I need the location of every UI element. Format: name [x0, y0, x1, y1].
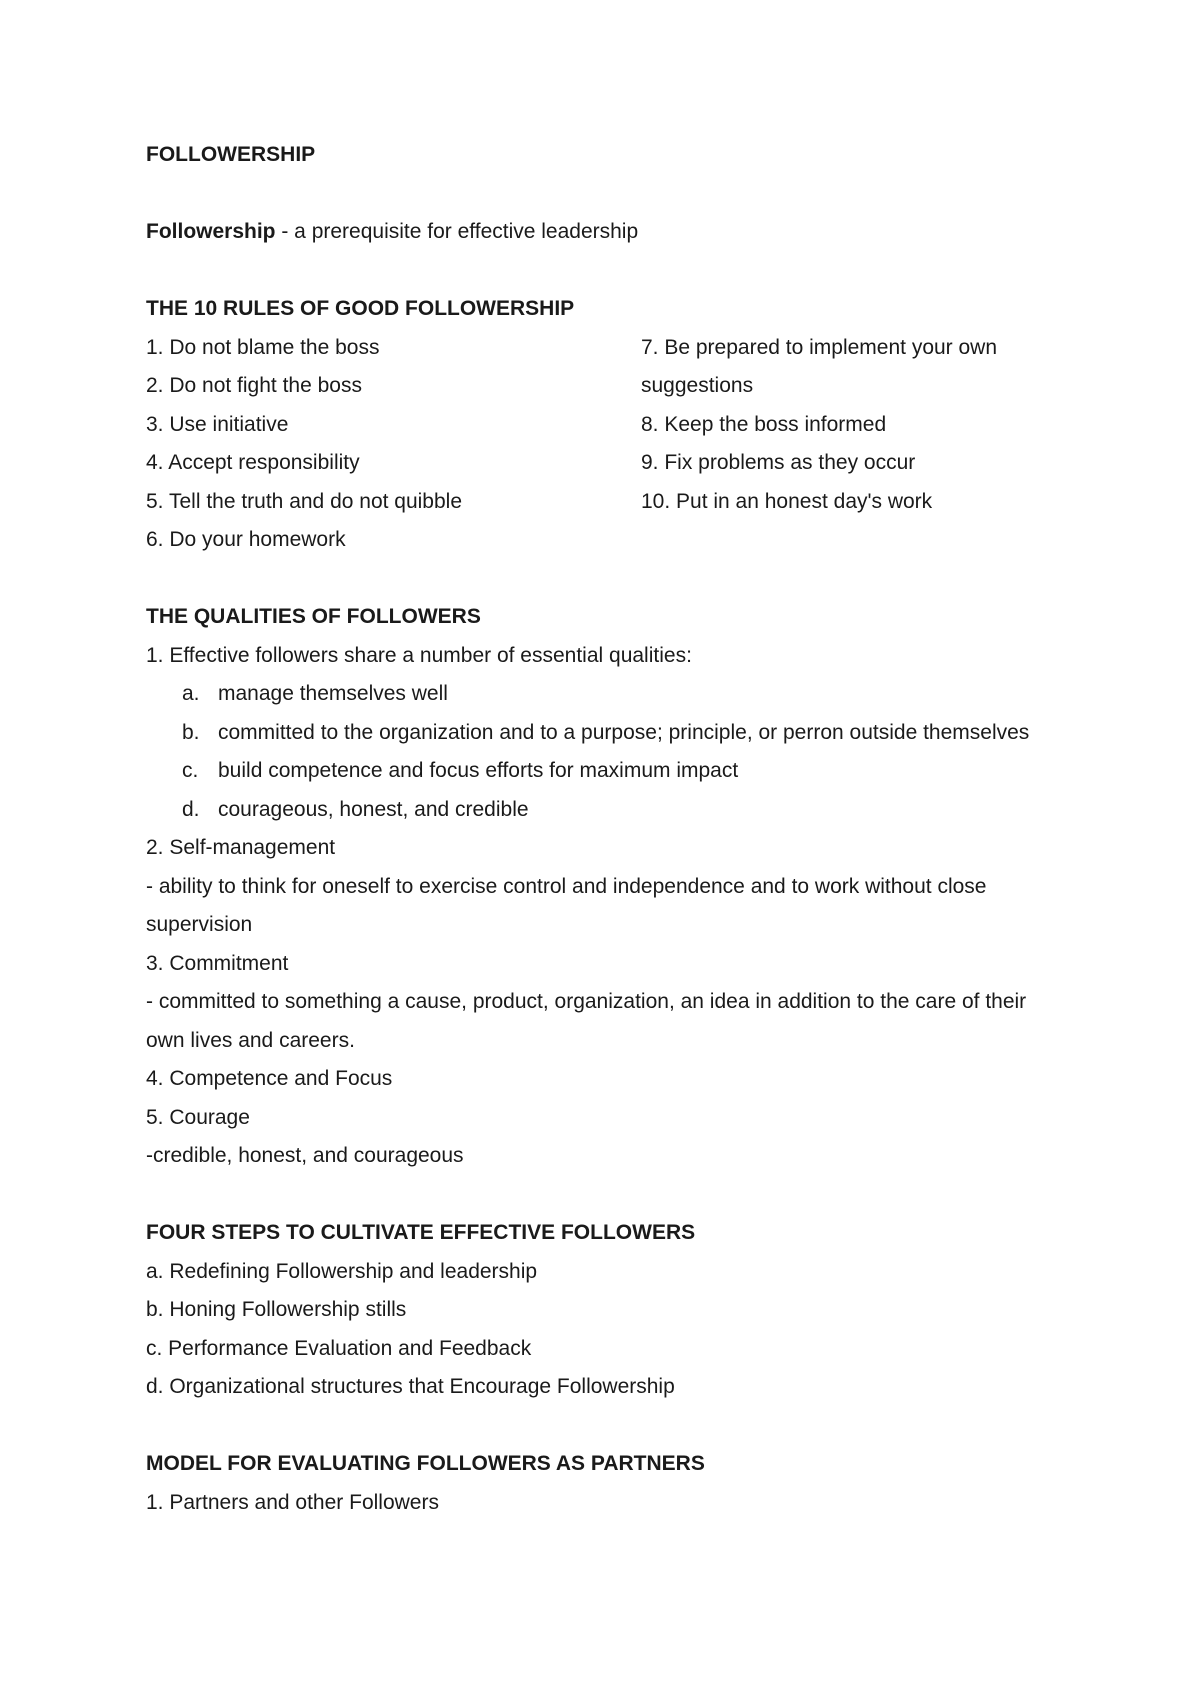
spacer — [146, 252, 1066, 291]
document-title: FOLLOWERSHIP — [146, 143, 316, 166]
spacer — [146, 1407, 1066, 1446]
subitem-text: committed to the organization and to a purpose; principle, or perron outside themselves — [218, 720, 1030, 744]
spacer — [146, 175, 1066, 214]
qualities-heading: THE QUALITIES OF FOLLOWERS — [146, 605, 481, 628]
subitem-letter: c. — [182, 759, 199, 782]
rules-left-column — [146, 329, 641, 560]
qualities-description: - committed to something a cause, product, organization, an idea in addition to the care of their own lives and careers. — [146, 990, 1027, 1052]
spacer — [146, 560, 1066, 599]
qualities-description: -credible, honest, and courageous — [146, 1144, 464, 1167]
qualities-item: 4. Competence and Focus — [146, 1067, 393, 1090]
rule-item-continuation: suggestions — [641, 374, 754, 397]
rule-item: 6. Do your homework — [146, 528, 346, 551]
qualities-item: 2. Self-management — [146, 836, 336, 859]
qualities-subitem — [146, 791, 1066, 830]
rules-columns — [146, 329, 1066, 560]
rules-right-column — [641, 329, 1066, 560]
qualities-subitem — [146, 714, 1066, 753]
rule-item: 1. Do not blame the boss — [146, 335, 380, 359]
steps-item: a. Redefining Followership and leadership — [146, 1259, 538, 1283]
qualities-item: 3. Commitment — [146, 951, 289, 975]
qualities-item: 1. Effective followers share a number of essential qualities: — [146, 643, 692, 667]
qualities-subitem — [146, 675, 1066, 714]
qualities-item: 5. Courage — [146, 1105, 250, 1129]
rules-heading: THE 10 RULES OF GOOD FOLLOWERSHIP — [146, 297, 575, 320]
rule-item: 10. Put in an honest day's work — [641, 489, 933, 513]
rule-item: 9. Fix problems as they occur — [641, 451, 916, 474]
document-body — [146, 136, 1066, 1522]
definition-text: - a prerequisite for effective leadership — [275, 220, 639, 243]
subitem-text: build competence and focus efforts for maximum impact — [218, 759, 739, 782]
subitem-letter: b. — [182, 720, 200, 744]
rule-item: 2. Do not fight the boss — [146, 374, 362, 397]
qualities-subitem — [146, 752, 1066, 791]
rule-item: 7. Be prepared to implement your own — [641, 335, 998, 359]
model-heading: MODEL FOR EVALUATING FOLLOWERS AS PARTNERS — [146, 1452, 705, 1475]
definition-term: Followership — [146, 220, 276, 243]
steps-item: c. Performance Evaluation and Feedback — [146, 1336, 532, 1360]
subitem-text: manage themselves well — [218, 682, 448, 705]
rule-item: 8. Keep the boss informed — [641, 412, 887, 436]
subitem-letter: d. — [182, 797, 200, 821]
rule-item: 4. Accept responsibility — [146, 451, 360, 474]
subitem-letter: a. — [182, 682, 200, 705]
steps-heading: FOUR STEPS TO CULTIVATE EFFECTIVE FOLLOWERS — [146, 1221, 696, 1244]
rule-item: 5. Tell the truth and do not quibble — [146, 489, 463, 513]
steps-item: b. Honing Followership stills — [146, 1298, 407, 1321]
definition-line — [146, 213, 1066, 252]
rule-item: 3. Use initiative — [146, 412, 289, 436]
model-item: 1. Partners and other Followers — [146, 1490, 439, 1514]
qualities-description: - ability to think for oneself to exercise control and independence and to work without close supervision — [146, 874, 987, 936]
steps-item: d. Organizational structures that Encourage Followership — [146, 1375, 675, 1398]
spacer — [146, 1176, 1066, 1215]
subitem-text: courageous, honest, and credible — [218, 797, 529, 821]
